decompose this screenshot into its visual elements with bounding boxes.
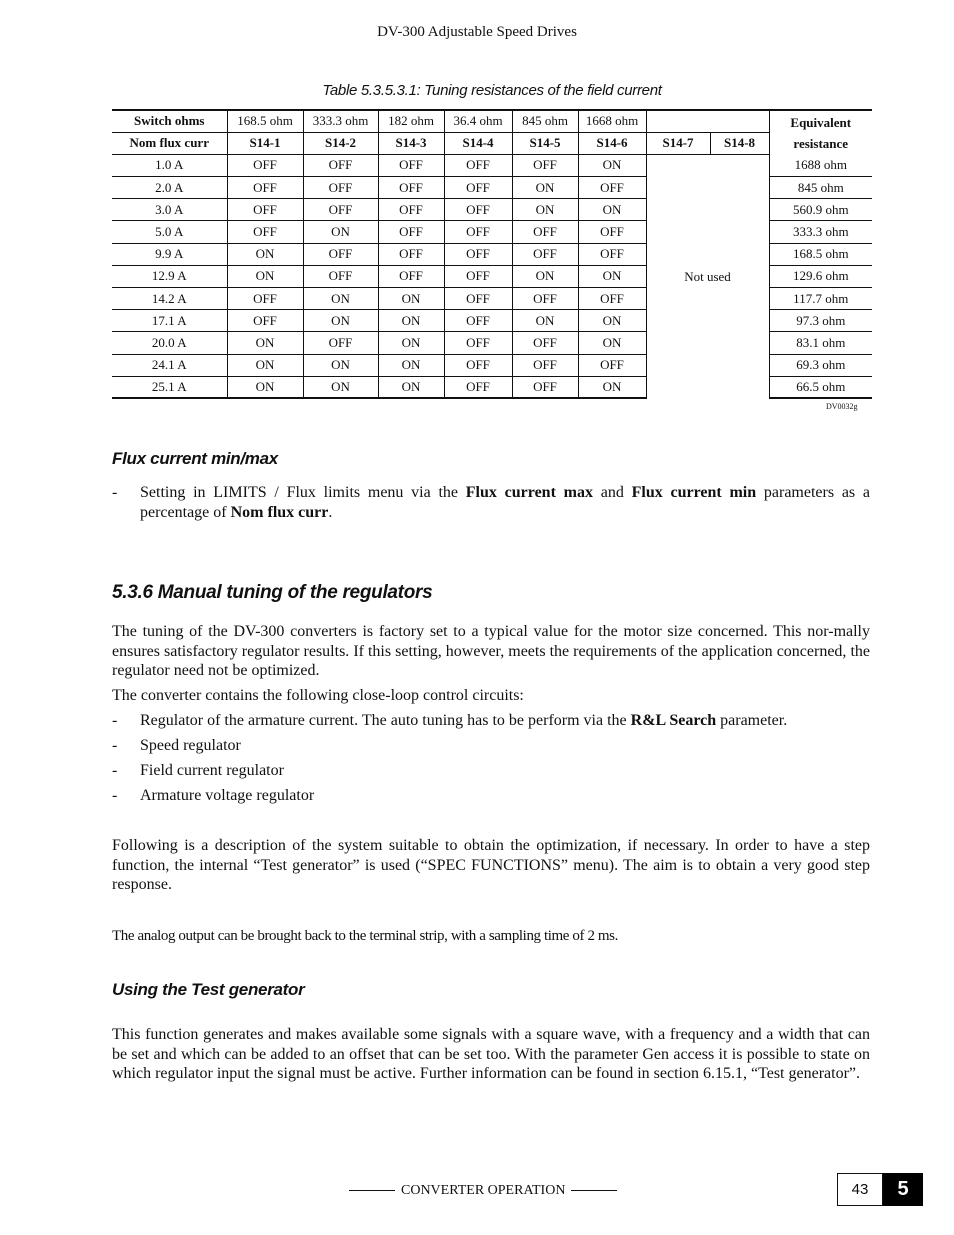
text-run: parameters as a percentage of: [140, 484, 871, 521]
switch-state-cell: ON: [303, 221, 378, 243]
switch-state-cell: ON: [227, 243, 303, 265]
switch-state-cell: OFF: [444, 243, 512, 265]
text-run: .: [328, 504, 333, 521]
equivalent-resistance-cell: 333.3 ohm: [769, 221, 872, 243]
flux-current-cell: 17.1 A: [112, 310, 227, 332]
switch-state-cell: ON: [378, 310, 444, 332]
bullet-dash: -: [112, 762, 118, 779]
test-para: This function generates and makes available some signals with a square wave, with a frequency and a width that can be set and which can be added to an offset that can be set too. With the parameter Gen access it is possible to state on which regulator input the signal must be active. Further information can be found in section 6.15.1, “Test generator”.: [112, 1026, 870, 1083]
switch-state-cell: OFF: [512, 376, 578, 398]
flux-current-cell: 5.0 A: [112, 221, 227, 243]
switch-state-cell: ON: [378, 354, 444, 376]
manual-para-1: The tuning of the DV-300 converters is factory set to a typical value for the motor size concerned. This nor-mally ensures satisfactory regulator results. If this setting, however, meets the requirements of the application concerned, the regulator need not be optimized.: [112, 623, 870, 680]
header-cell: 182 ohm: [378, 110, 444, 132]
switch-state-cell: OFF: [578, 177, 646, 199]
footer-label: CONVERTER OPERATION: [401, 1183, 566, 1198]
flux-current-cell: 24.1 A: [112, 354, 227, 376]
switch-state-cell: ON: [578, 265, 646, 287]
list-item: [112, 761, 870, 781]
header-cell: S14-5: [512, 132, 578, 154]
switch-state-cell: ON: [578, 199, 646, 221]
header-cell: 168.5 ohm: [227, 110, 303, 132]
equivalent-resistance-cell: 83.1 ohm: [769, 332, 872, 354]
table-header-row-ohms: [112, 110, 872, 132]
switch-state-cell: OFF: [378, 265, 444, 287]
page-header: DV-300 Adjustable Speed Drives: [377, 24, 577, 40]
switch-state-cell: OFF: [444, 310, 512, 332]
list-item-text: Field current regulator: [140, 762, 284, 779]
switch-state-cell: OFF: [444, 354, 512, 376]
switch-state-cell: OFF: [227, 288, 303, 310]
switch-state-cell: OFF: [444, 221, 512, 243]
header-cell: S14-6: [578, 132, 646, 154]
list-item: [112, 711, 870, 731]
switch-state-cell: ON: [578, 332, 646, 354]
header-cell: Switch ohms: [112, 110, 227, 132]
list-item-text: [140, 711, 870, 731]
switch-state-cell: OFF: [444, 177, 512, 199]
switch-state-cell: OFF: [378, 154, 444, 176]
switch-state-cell: ON: [303, 376, 378, 398]
switch-state-cell: ON: [303, 354, 378, 376]
switch-state-cell: OFF: [303, 243, 378, 265]
switch-state-cell: OFF: [227, 221, 303, 243]
text-run: Setting in LIMITS / Flux limits menu via the: [140, 484, 466, 501]
switch-state-cell: ON: [512, 199, 578, 221]
flux-current-cell: 20.0 A: [112, 332, 227, 354]
test-section-heading: Using the Test generator: [112, 980, 305, 999]
footer-rule: [349, 1190, 395, 1191]
flux-current-cell: 25.1 A: [112, 376, 227, 398]
header-cell: 845 ohm: [512, 110, 578, 132]
list-item: [112, 786, 870, 806]
header-cell-empty: [646, 110, 769, 132]
equivalent-resistance-cell: 117.7 ohm: [769, 288, 872, 310]
flux-section-heading: Flux current min/max: [112, 449, 278, 468]
header-cell: Nom flux curr: [112, 132, 227, 154]
switch-state-cell: ON: [512, 265, 578, 287]
header-cell: S14-7: [646, 132, 710, 154]
switch-state-cell: ON: [303, 310, 378, 332]
switch-state-cell: OFF: [303, 199, 378, 221]
flux-current-cell: 12.9 A: [112, 265, 227, 287]
switch-state-cell: OFF: [578, 354, 646, 376]
switch-state-cell: OFF: [227, 199, 303, 221]
flux-bullet-text: [140, 483, 870, 523]
switch-state-cell: OFF: [378, 199, 444, 221]
switch-state-cell: OFF: [444, 154, 512, 176]
flux-current-cell: 2.0 A: [112, 177, 227, 199]
switch-state-cell: ON: [578, 310, 646, 332]
switch-state-cell: ON: [378, 376, 444, 398]
list-item-text: Speed regulator: [140, 737, 241, 754]
header-cell: S14-2: [303, 132, 378, 154]
switch-state-cell: ON: [512, 310, 578, 332]
flux-current-cell: 3.0 A: [112, 199, 227, 221]
param-flux-current-max: Flux current max: [465, 484, 593, 501]
switch-state-cell: OFF: [303, 265, 378, 287]
switch-state-cell: OFF: [512, 243, 578, 265]
switch-state-cell: OFF: [444, 199, 512, 221]
switch-state-cell: OFF: [303, 154, 378, 176]
manual-section-heading: 5.3.6 Manual tuning of the regulators: [112, 582, 433, 603]
header-cell: 1668 ohm: [578, 110, 646, 132]
tuning-table: [112, 109, 872, 399]
header-cell: 36.4 ohm: [444, 110, 512, 132]
switch-state-cell: ON: [227, 354, 303, 376]
table-header-row-switches: [112, 132, 872, 154]
switch-state-cell: ON: [578, 376, 646, 398]
flux-current-cell: 1.0 A: [112, 154, 227, 176]
switch-state-cell: OFF: [227, 154, 303, 176]
param-nom-flux-curr: Nom flux curr: [230, 504, 329, 521]
text-run: and: [592, 484, 632, 501]
switch-state-cell: OFF: [578, 288, 646, 310]
switch-state-cell: OFF: [444, 265, 512, 287]
switch-state-cell: OFF: [378, 177, 444, 199]
switch-state-cell: OFF: [378, 221, 444, 243]
switch-state-cell: OFF: [444, 332, 512, 354]
switch-state-cell: ON: [512, 177, 578, 199]
list-item: [112, 736, 870, 756]
switch-state-cell: OFF: [303, 332, 378, 354]
bullet-dash: -: [112, 484, 118, 501]
equiv-header-line: resistance: [793, 135, 849, 151]
switch-state-cell: OFF: [444, 376, 512, 398]
switch-state-cell: OFF: [578, 221, 646, 243]
manual-para-4: The analog output can be brought back to the terminal strip, with a sampling time of 2 ms.: [112, 928, 618, 944]
equivalent-resistance-cell: 1688 ohm: [769, 154, 872, 176]
flux-bullet: [112, 483, 870, 523]
bullet-dash: -: [112, 712, 118, 729]
switch-state-cell: OFF: [578, 243, 646, 265]
text-run: parameter.: [716, 712, 788, 729]
switch-state-cell: ON: [378, 332, 444, 354]
switch-state-cell: OFF: [512, 154, 578, 176]
table-row: [112, 154, 872, 176]
equivalent-resistance-cell: 560.9 ohm: [769, 199, 872, 221]
equivalent-resistance-cell: 845 ohm: [769, 177, 872, 199]
manual-para-2: The converter contains the following close-loop control circuits:: [112, 687, 524, 704]
param-rl-search: R&L Search: [630, 712, 717, 729]
switch-state-cell: ON: [227, 332, 303, 354]
manual-para-3: Following is a description of the system suitable to obtain the optimization, if necessary. In order to have a step function, the internal “Test generator” is used (“SPEC FUNCTIONS” menu). The aim is to obtain a very good step response.: [112, 837, 870, 894]
header-cell: S14-3: [378, 132, 444, 154]
bullet-dash: -: [112, 787, 118, 804]
switch-state-cell: ON: [227, 265, 303, 287]
header-cell: S14-8: [710, 132, 769, 154]
switch-state-cell: ON: [303, 288, 378, 310]
equiv-header-line: Equivalent: [790, 114, 852, 130]
equivalent-resistance-cell: 66.5 ohm: [769, 376, 872, 398]
not-used-cell: Not used: [646, 154, 769, 398]
footer-rule: [571, 1190, 617, 1191]
switch-state-cell: OFF: [512, 288, 578, 310]
switch-state-cell: OFF: [227, 310, 303, 332]
equivalent-resistance-header: [769, 110, 872, 154]
switch-state-cell: OFF: [444, 288, 512, 310]
flux-current-cell: 14.2 A: [112, 288, 227, 310]
switch-state-cell: OFF: [512, 332, 578, 354]
table-caption: Table 5.3.5.3.1: Tuning resistances of the field current: [322, 82, 662, 99]
equivalent-resistance-cell: 129.6 ohm: [769, 265, 872, 287]
param-flux-current-min: Flux current min: [631, 484, 757, 501]
flux-current-cell: 9.9 A: [112, 243, 227, 265]
header-cell: S14-1: [227, 132, 303, 154]
text-run: Regulator of the armature current. The auto tuning has to be perform via the: [140, 712, 631, 729]
bullet-dash: -: [112, 737, 118, 754]
figure-code: DV0032g: [826, 402, 858, 411]
switch-state-cell: OFF: [512, 354, 578, 376]
switch-state-cell: OFF: [227, 177, 303, 199]
switch-state-cell: ON: [227, 376, 303, 398]
page-number: 43: [837, 1173, 883, 1206]
switch-state-cell: ON: [378, 288, 444, 310]
switch-state-cell: OFF: [303, 177, 378, 199]
header-cell: S14-4: [444, 132, 512, 154]
header-cell: 333.3 ohm: [303, 110, 378, 132]
page-footer: [343, 1183, 623, 1199]
chapter-tab: 5: [883, 1173, 923, 1206]
equivalent-resistance-cell: 69.3 ohm: [769, 354, 872, 376]
switch-state-cell: OFF: [378, 243, 444, 265]
switch-state-cell: ON: [578, 154, 646, 176]
switch-state-cell: OFF: [512, 221, 578, 243]
equivalent-resistance-cell: 168.5 ohm: [769, 243, 872, 265]
equivalent-resistance-cell: 97.3 ohm: [769, 310, 872, 332]
list-item-text: Armature voltage regulator: [140, 787, 315, 804]
